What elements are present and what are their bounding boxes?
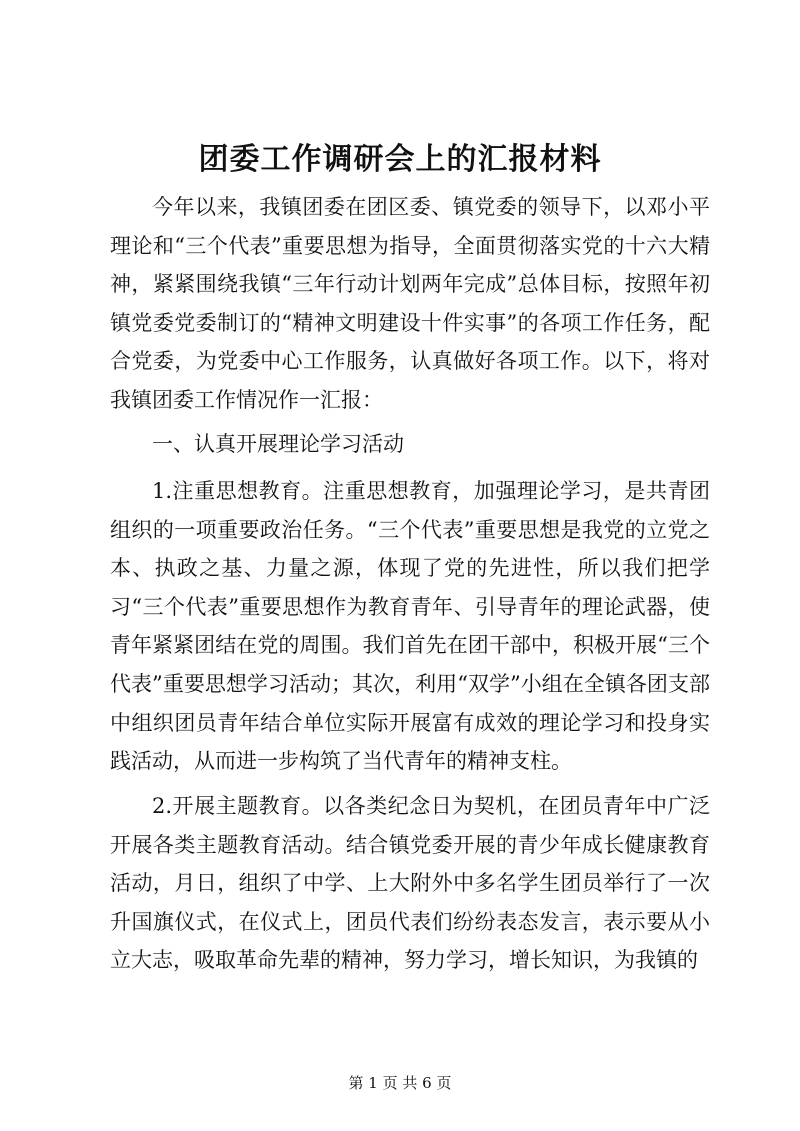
item-paragraph-2: 2.开展主题教育。以各类纪念日为契机，在团员青年中广泛开展各类主题教育活动。结合镇党委开展的青少年成长健康教育活动，月日，组织了中学、上大附外中多名学生团员举行了一次升国旗仪式，在仪式上，团员代表们纷纷表态发言，表示要从小立大志，吸取革命先辈的精神，努力学习，增长知识，为我镇的 xyxy=(110,794,710,973)
page-footer: 第 1 页 共 6 页 xyxy=(348,1074,452,1092)
intro-paragraph: 今年以来，我镇团委在团区委、镇党委的领导下，以邓小平理论和“三个代表”重要思想为指导，全面贯彻落实党的十六大精神，紧紧围绕我镇“三年行动计划两年完成”总体目标，按照年初镇党委党委制订的“精神文明建设十件实事”的各项工作任务，配合党委，为党委中心工作服务，认真做好各项工作。以下，将对我镇团委工作情况作一汇报： xyxy=(110,195,710,412)
document-title: 团委工作调研会上的汇报材料 xyxy=(198,142,602,177)
section-heading: 一、认真开展理论学习活动 xyxy=(152,432,404,456)
item-paragraph-1: 1.注重思想教育。注重思想教育，加强理论学习，是共青团组织的一项重要政治任务。“三个代表”重要思想是我党的立党之本、执政之基、力量之源，体现了党的先进性，所以我们把学习“三个代表”重要思想作为教育青年、引导青年的理论武器，使青年紧紧团结在党的周围。我们首先在团干部中，积极开展“三个代表”重要思想学习活动；其次，利用“双学”小组在全镇各团支部中组织团员青年结合单位实际开展富有成效的理论学习和投身实践活动，从而进一步构筑了当代青年的精神支柱。 xyxy=(110,479,710,774)
